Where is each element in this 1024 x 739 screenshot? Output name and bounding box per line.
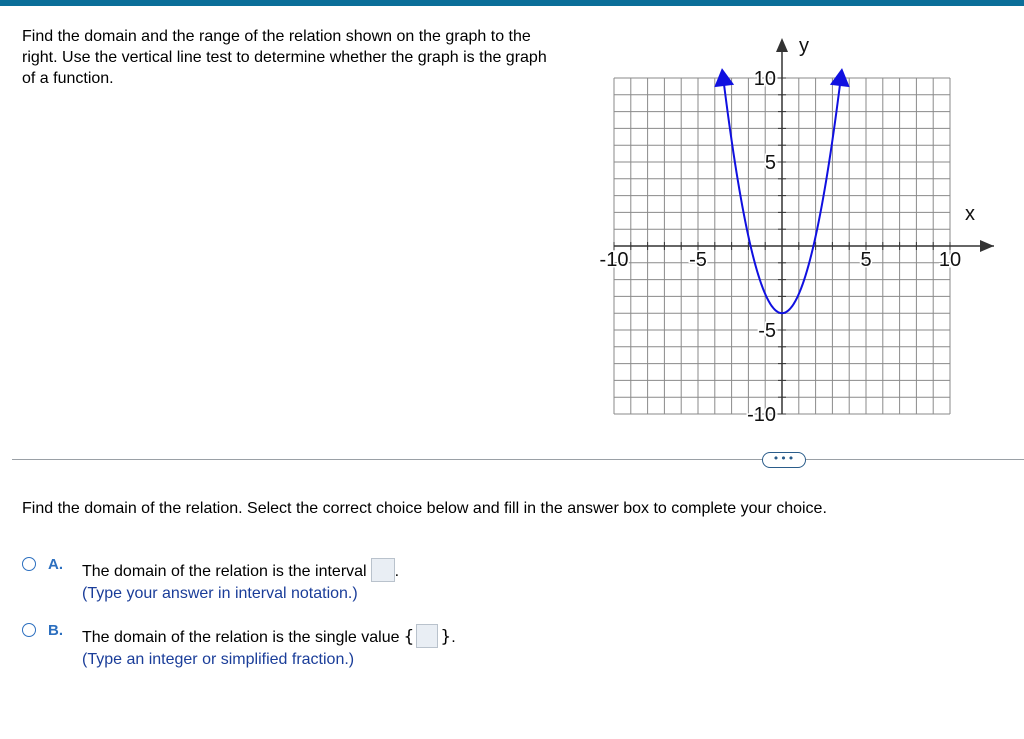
y-tick-label: -10 <box>747 404 776 422</box>
x-tick-label: -10 <box>599 249 629 271</box>
radio-button-b[interactable] <box>22 623 36 637</box>
choice-letter: A. <box>48 556 63 573</box>
y-axis-label: y <box>799 35 809 57</box>
single-value-answer-box[interactable] <box>416 624 438 648</box>
choice-letter: B. <box>48 622 63 639</box>
choice-b-suffix: . <box>451 629 456 646</box>
choice-a-suffix: . <box>394 563 400 580</box>
prompt-text: Find the domain of the relation. Select the correct choice below and fill in the answer box to complete your choice. <box>22 500 827 517</box>
y-tick-label: -5 <box>758 320 776 342</box>
choice-a-label: The domain of the relation is the interval <box>82 563 367 580</box>
choice-b-label: The domain of the relation is the single value <box>82 629 400 646</box>
x-axis-arrow <box>980 240 994 252</box>
question-text: Find the domain and the range of the relation shown on the graph to the right. Use the vertical line test to determine whether the graph is the graph of a function. <box>22 28 547 87</box>
interval-answer-box[interactable] <box>371 558 395 582</box>
open-brace: { <box>403 627 415 647</box>
x-tick-label: 5 <box>860 249 872 271</box>
radio-button-a[interactable] <box>22 557 36 571</box>
divider <box>806 459 1024 460</box>
x-tick-label: -5 <box>689 249 707 271</box>
divider <box>12 459 764 460</box>
choice-b-hint: (Type an integer or simplified fraction.) <box>82 651 355 668</box>
choice-b-text <box>82 624 456 648</box>
y-axis-arrow <box>776 38 788 52</box>
x-tick-label: 10 <box>938 249 962 271</box>
show-more-button[interactable]: ••• <box>762 452 806 468</box>
y-tick-label: 10 <box>753 68 776 90</box>
choice-a-text <box>82 558 399 582</box>
relation-graph <box>580 28 1000 422</box>
close-brace: } <box>440 627 452 647</box>
y-tick-label: 5 <box>764 152 776 174</box>
choice-a-hint: (Type your answer in interval notation.) <box>82 585 358 602</box>
x-axis-label: x <box>965 203 975 225</box>
top-bar <box>0 0 1024 6</box>
